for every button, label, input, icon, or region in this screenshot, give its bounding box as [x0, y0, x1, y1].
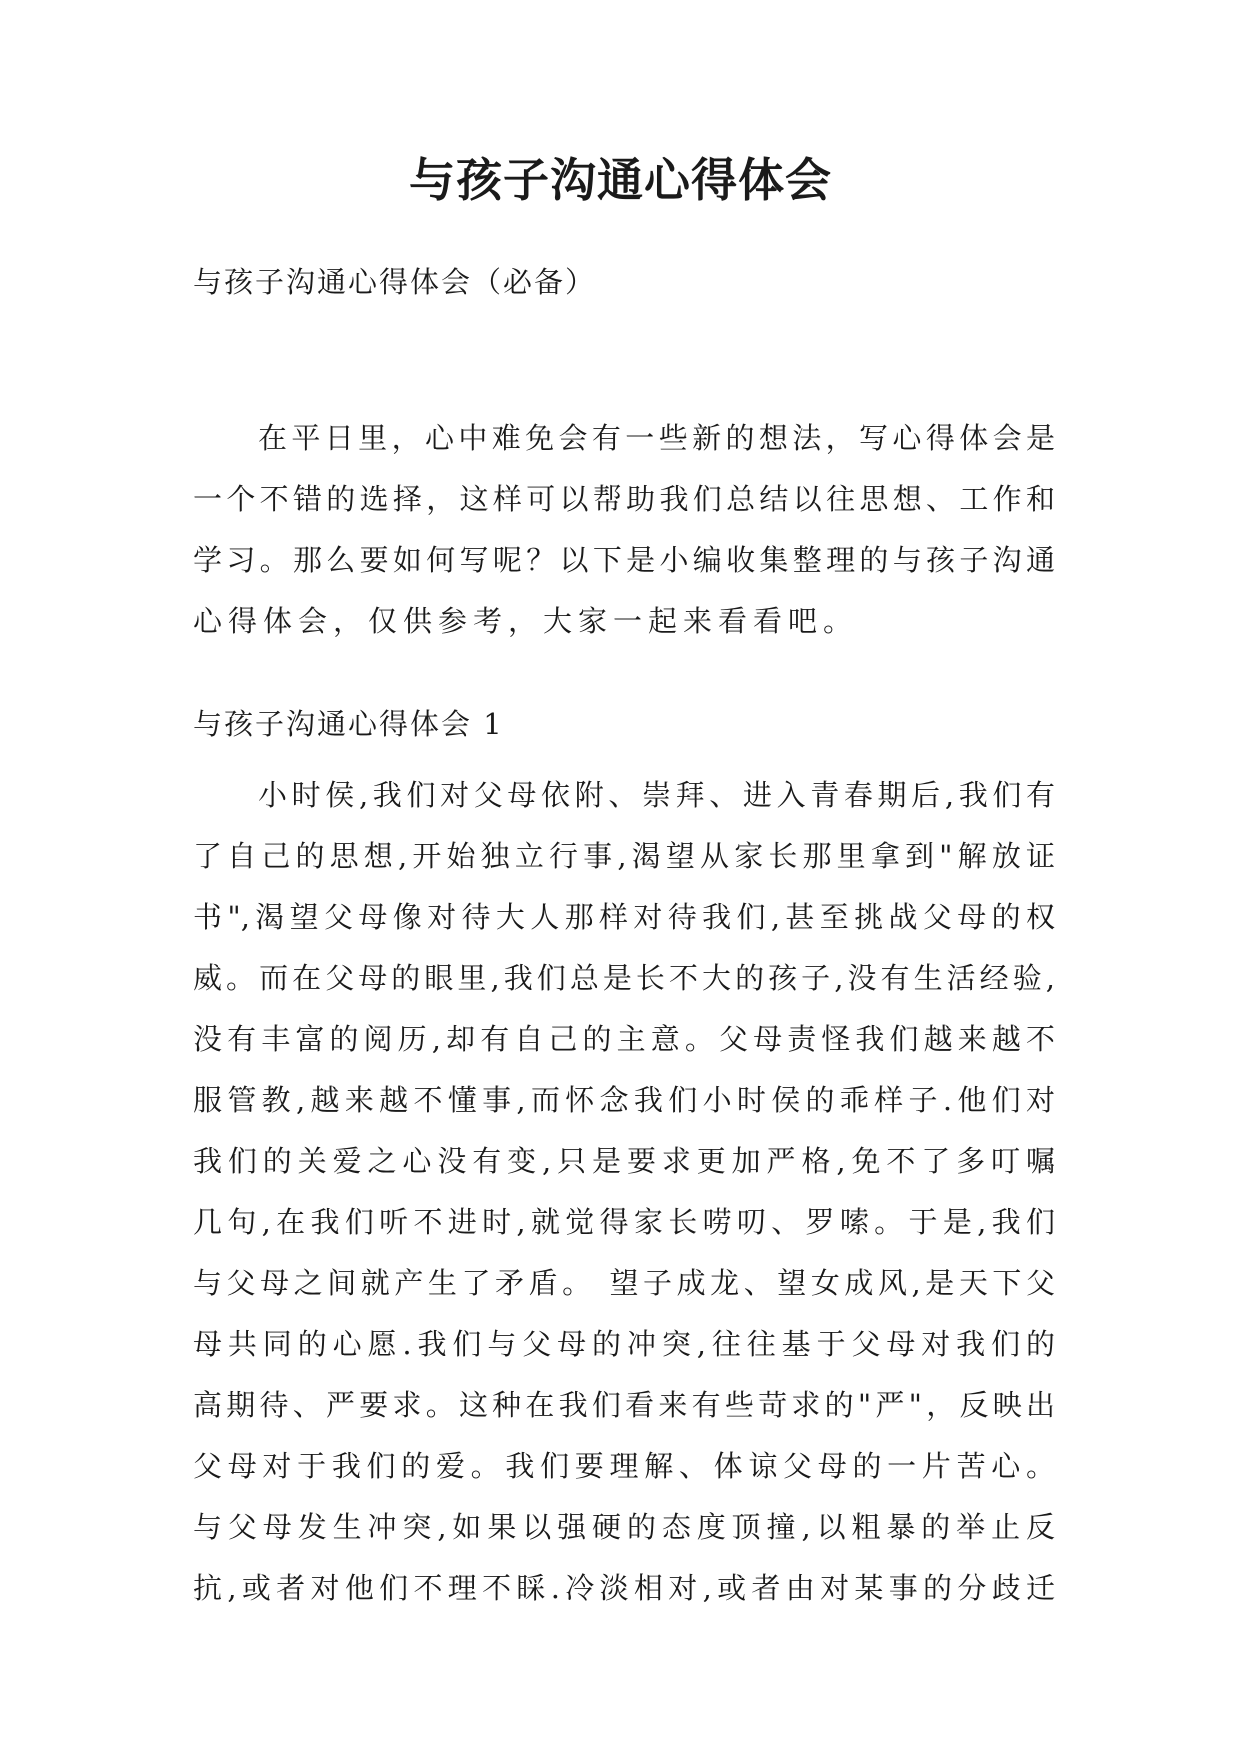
body-line: 威。而在父母的眼里,我们总是长不大的孩子,没有生活经验,: [193, 961, 1055, 995]
body-line: 了自己的思想,开始独立行事,渴望从家长那里拿到"解放证: [193, 839, 1055, 873]
document-title: 与孩子沟通心得体会: [409, 153, 832, 207]
intro-line: 在平日里，心中难免会有一些新的想法，写心得体会是: [258, 421, 1055, 455]
section-heading: 与孩子沟通心得体会 1: [193, 707, 504, 741]
body-line: 与父母之间就产生了矛盾。 望子成龙、望女成风,是天下父: [193, 1266, 1055, 1300]
intro-line: 学习。那么要如何写呢？以下是小编收集整理的与孩子沟通: [193, 543, 1055, 577]
intro-line: 心得体会，仅供参考，大家一起来看看吧。: [193, 604, 859, 638]
body-line: 我们的关爱之心没有变,只是要求更加严格,免不了多叮嘱: [193, 1144, 1055, 1178]
body-line: 母共同的心愿.我们与父母的冲突,往往基于父母对我们的: [193, 1327, 1055, 1361]
body-line: 没有丰富的阅历,却有自己的主意。父母责怪我们越来越不: [193, 1022, 1055, 1056]
document-subtitle: 与孩子沟通心得体会（必备）: [193, 265, 597, 299]
body-line: 服管教,越来越不懂事,而怀念我们小时侯的乖样子.他们对: [193, 1083, 1055, 1117]
body-line: 书",渴望父母像对待大人那样对待我们,甚至挑战父母的权: [193, 900, 1055, 934]
body-line: 小时侯,我们对父母依附、崇拜、进入青春期后,我们有: [258, 778, 1055, 812]
intro-paragraph: [193, 408, 1055, 652]
body-line: 几句,在我们听不进时,就觉得家长唠叨、罗嗦。于是,我们: [193, 1205, 1055, 1239]
body-line: 高期待、严要求。这种在我们看来有些苛求的"严"，反映出: [193, 1388, 1055, 1422]
body-line: 与父母发生冲突,如果以强硬的态度顶撞,以粗暴的举止反: [193, 1510, 1055, 1544]
intro-line: 一个不错的选择，这样可以帮助我们总结以往思想、工作和: [193, 482, 1055, 516]
body-line: 父母对于我们的爱。我们要理解、体谅父母的一片苦心。: [193, 1449, 1055, 1483]
body-line: 抗,或者对他们不理不睬.冷淡相对,或者由对某事的分歧迁: [193, 1571, 1055, 1605]
body-paragraph: [193, 765, 1055, 1619]
